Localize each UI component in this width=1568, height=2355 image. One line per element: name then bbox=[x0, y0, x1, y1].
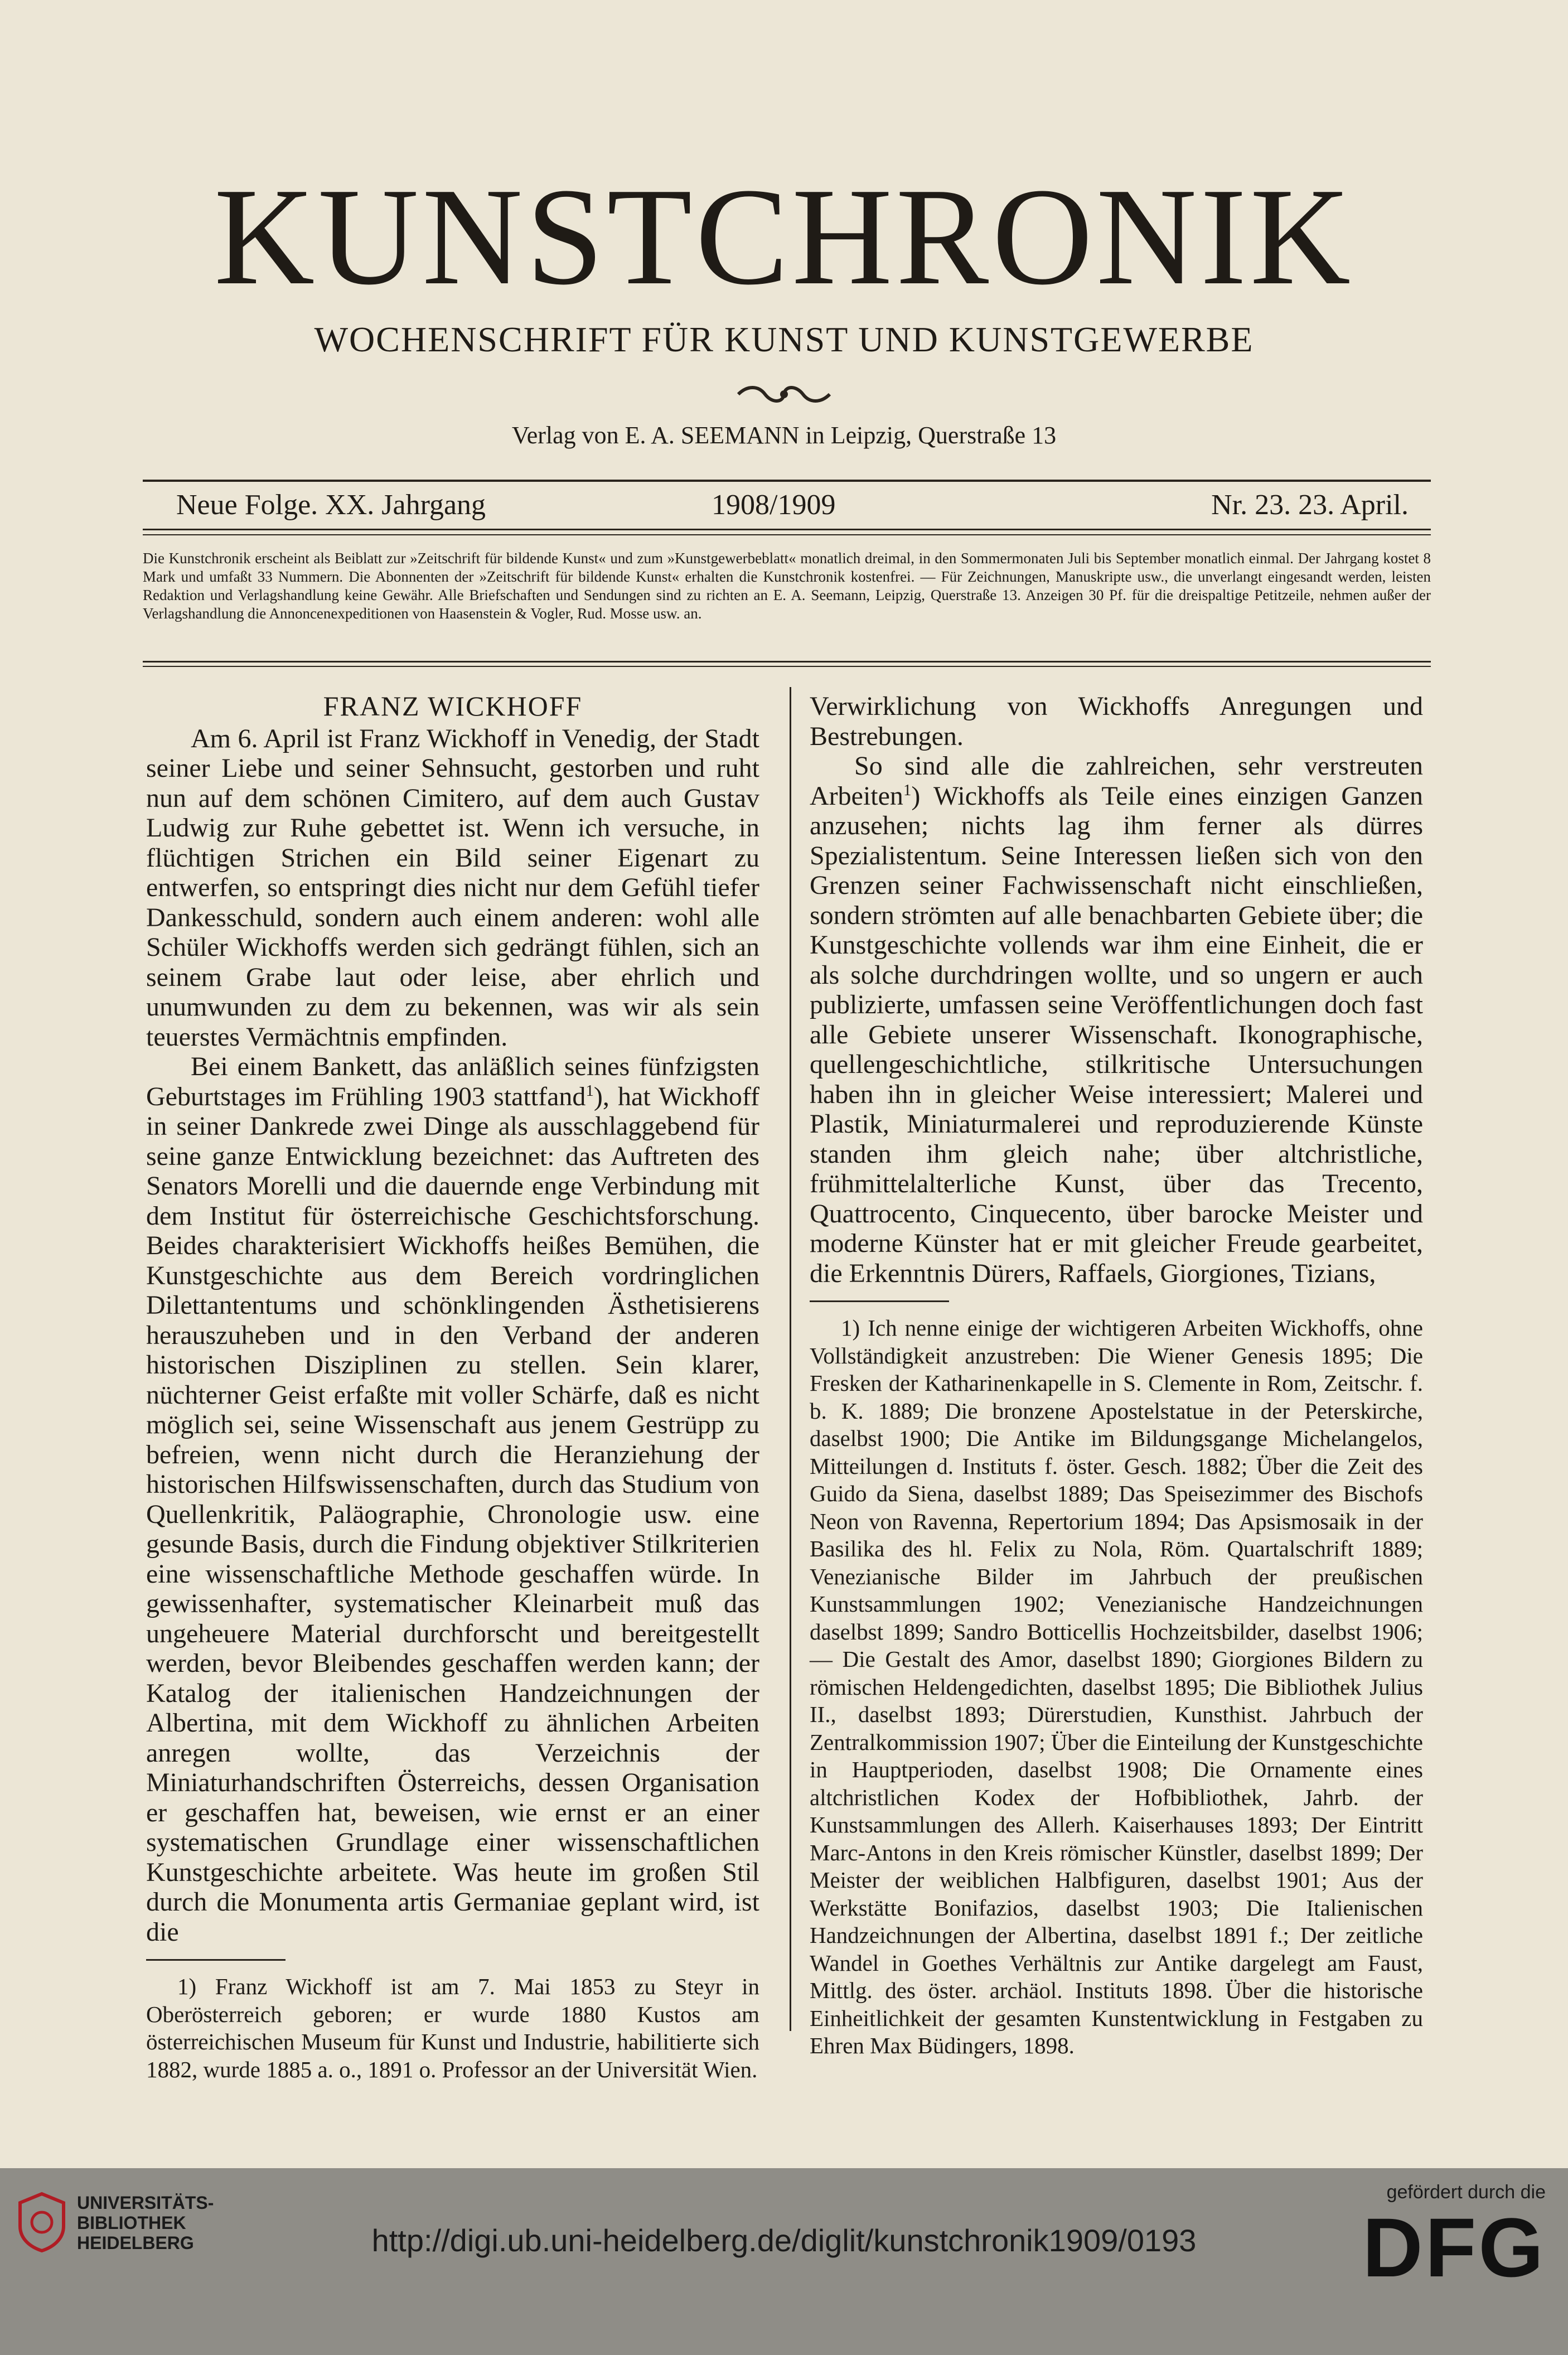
footnote-rule bbox=[810, 1300, 949, 1302]
paragraph: Am 6. April ist Franz Wickhoff in Venedig, der Stadt seiner Liebe und seiner Sehnsucht, gestorben und ruht nun auf dem schönen Cimitero, auf dem auch Gustav Ludwig zur Ruhe gebettet ist. Wenn ich versuche, in flüchtigen Strichen ein Bild seiner Eigenart zu entwerfen, so entspringt dies nicht nur dem Gefühl tiefer Dankesschuld, sondern auch einem anderen: wohl alle Schüler Wickhoffs werden sich gedrängt fühlen, sich an seinem Grabe laut oder leise, aber ehrlich und unumwunden zu dem zu bekennen, was wir als sein teuerstes Vermächtnis empfinden. bbox=[146, 723, 759, 1052]
paragraph: Verwirklichung von Wickhoffs Anregungen und Bestrebungen. bbox=[810, 691, 1423, 751]
article-title: FRANZ WICKHOFF bbox=[323, 690, 583, 722]
paragraph: So sind alle die zahlreichen, sehr verstreuten Arbeiten$^1$) Wickhoffs als Teile eines einzigen Ganzen anzusehen; nichts lag ihm ferner als dürres Spezialistentum. Seine Interessen ließen sich von den Grenzen seiner Fachwissenschaft nicht einschließen, sondern strömten auf alle benachbarten Gebiete über; die Kunstgeschichte vollends war ihm eine Einheit, die er als solche durchdringen wollte, und so ungern er auch publizierte, umfassen seine Veröffentlichungen doch fast alle Gebiete unserer Wissenschaft. Ikonographische, quellengeschichtliche, stilkritische Untersuchungen haben ihn in gleicher Weise interessiert; Malerei und Plastik, Miniaturmalerei und reproduzierende Künste standen ihm gleich nahe; über altchristliche, frühmittelalterliche Kunst, über das Trecento, Quattrocento, Cinquecento, über barocke Meister und moderne Künster hat er mit gleicher Freude gearbeitet, die Erkenntnis Dürers, Raffaels, Giorgiones, Tizians, bbox=[810, 751, 1423, 1288]
source-url-link[interactable]: http://digi.ub.uni-heidelberg.de/diglit/kunstchronik1909/0193 bbox=[371, 2223, 1197, 2258]
masthead-subtitle: WOCHENSCHRIFT FÜR KUNST UND KUNSTGEWERBE bbox=[314, 320, 1254, 359]
paragraph: Bei einem Bankett, das anläßlich seines fünfzigsten Geburtstages im Frühling 1903 stattfand$^1$), hat Wickhoff in seiner Dankrede zwei Dinge als ausschlaggebend für seine ganze Entwicklung bezeichnet: das Auftreten des Senators Morelli und die dauernde enge Verbindung mit dem Institut für österreichische Geschichtsforschung. Beides charakterisiert Wickhoffs heißes Bemühen, die Kunstgeschichte aus dem Bereich vordringlichen Dilettantentums und schönklingenden Ästhetisierens herauszuheben und in den Verband der anderen historischen Disziplinen zu stellen. Sein klarer, nüchterner Geist erfaßte mit voller Schärfe, daß es nicht möglich sei, seine Wissenschaft aus jenem Gestrüpp zu befreien, wenn nicht durch die Heranziehung der historischen Hilfswissenschaften, durch das Studium von Quellenkritik, Paläographie, Chronologie usw. eine gesunde Basis, durch die Findung objektiver Stilkriterien eine wissenschaftliche Methode geschaffen würde. In gewissenhafter, systematischer Kleinarbeit muß das ungeheuere Material durchforscht und bereitgestellt werden, bevor Bleibendes geschaffen werden kann; der Katalog der italienischen Handzeichnungen der Albertina, mit dem Wickhoff zu ähnlichen Arbeiten anregen wollte, das Verzeichnis der Miniaturhandschriften Österreichs, dessen Organisation er geschaffen hat, beweisen, wie ernst er an einer systematischen Grundlage einer wissenschaftlichen Kunstgeschichte arbeitete. Was heute im großen Stil durch die Monumenta artis Germaniae geplant wird, ist die bbox=[146, 1052, 759, 1947]
footnote-text: 1) Franz Wickhoff ist am 7. Mai 1853 zu Steyr in Oberösterreich geboren; er wurde 1880 Kustos am österreichischen Museum für Kunst und Industrie, habilitierte sich 1882, wurde 1885 a. o., 1891 o. Professor an der Universität Wien. bbox=[146, 1974, 759, 2082]
footnote bbox=[810, 1314, 1423, 2060]
footnote-text: 1) Ich nenne einige der wichtigeren Arbeiten Wickhoffs, ohne Vollständigkeit anzustreben: Die Wiener Genesis 1895; Die Fresken der Katharinenkapelle in S. Clemente in Rom, Zeitschr. f. b. K. 1889; Die bronzene Apostelstatue in der Peterskirche, daselbst 1900; Die Antike im Bildungsgange Michelangelos, Mitteilungen d. Instituts f. öster. Gesch. 1882; Über die Zeit des Guido da Siena, daselbst 1889; Das Speisezimmer des Bischofs Neon von Ravenna, Repertorium 1894; Das Apsismosaik in der Basilika des hl. Felix zu Nola, Röm. Quartalschrift 1889; Venezianische Bilder im Jahrbuch der preußischen Kunstsammlungen 1902; Venezianische Handzeichnungen daselbst 1899; Sandro Botticellis Hochzeitsbilder, daselbst 1906; — Die Gestalt des Amor, daselbst 1890; Giorgiones Bildern zu römischen Heldengedichten, daselbst 1895; Die Bibliothek Julius II., daselbst 1893; Dürerstudien, Kunsthist. Jahrbuch der Zentralkommission 1907; Über die Einteilung der Kunstgeschichte in Hauptperioden, daselbst 1908; Die Ornamente eines altchristlichen Kodex der Hofbibliothek, Jahrb. der Kunstsammlungen des Allerh. Kaiserhauses 1893; Der Eintritt Marc-Antons in den Kreis römischer Künstler, daselbst 1899; Der Meister der weiblichen Halbfiguren, daselbst 1901; Aus der Werkstätte Bonifazios, daselbst 1903; Die Italienischen Handzeichnungen der Albertina, daselbst 1891 f.; Der zeitliche Wandel in Goethes Verhältnis zur Antike dargelegt am Faust, Mittlg. des öster. archäol. Instituts 1898. Über die historische Einheitlichkeit der gesamten Kunstentwicklung in Festgaben zu Ehren Max Büdingers, 1898. bbox=[810, 1315, 1423, 2058]
footnote-ref: 1 bbox=[903, 781, 912, 799]
column-divider bbox=[790, 687, 791, 2031]
rule-info-bottom-1 bbox=[143, 529, 1431, 530]
issue-label: Nr. 23. 23. April. bbox=[1211, 489, 1409, 521]
rule-top bbox=[143, 480, 1431, 482]
footnote-rule bbox=[146, 1959, 285, 1961]
ornament-icon bbox=[736, 382, 832, 407]
rule-notice-bottom-2 bbox=[143, 666, 1431, 667]
subscription-notice: Die Kunstchronik erscheint als Beiblatt zur »Zeitschrift für bildende Kunst« und zum »Kunstgewerbeblatt« monatlich dreimal, in den Sommermonaten Juli bis September monatlich einmal. Der Jahrgang kostet 8 Mark und umfaßt 33 Nummern. Die Abonnenten der »Zeitschrift für bildende Kunst« erhalten die Kunstchronik kostenfrei. — Für Zeichnungen, Manuskripte usw., die unverlangt eingesandt werden, leisten Redaktion und Verlagshandlung keine Gewähr. Alle Briefschaften und Sendungen sind zu richten an E. A. Seemann, Leipzig, Querstraße 13. Anzeigen 30 Pf. für die dreispaltige Petitzeile, nehmen außer der Verlagshandlung die Annoncenexpeditionen von Haasenstein & Vogler, Rud. Mosse usw. an. bbox=[143, 550, 1431, 622]
funding-caption: gefördert durch die bbox=[1386, 2182, 1546, 2203]
years-label: 1908/1909 bbox=[712, 489, 836, 521]
footnote bbox=[146, 1973, 759, 2083]
library-name: UNIVERSITÄTS- BIBLIOTHEK HEIDELBERG bbox=[77, 2193, 214, 2253]
rule-info-bottom-2 bbox=[143, 534, 1431, 535]
rule-notice-bottom-1 bbox=[143, 661, 1431, 663]
issue-info-bar bbox=[143, 486, 1431, 525]
series-label: Neue Folge. XX. Jahrgang bbox=[176, 489, 486, 521]
left-column bbox=[146, 691, 759, 2083]
footnote-ref: 1 bbox=[585, 1081, 594, 1100]
dfg-logo: DFG bbox=[1362, 2201, 1546, 2294]
masthead-title: KUNSTCHRONIK bbox=[214, 159, 1354, 314]
publisher-line: Verlag von E. A. SEEMANN in Leipzig, Querstraße 13 bbox=[511, 422, 1057, 449]
right-column bbox=[810, 691, 1423, 2060]
